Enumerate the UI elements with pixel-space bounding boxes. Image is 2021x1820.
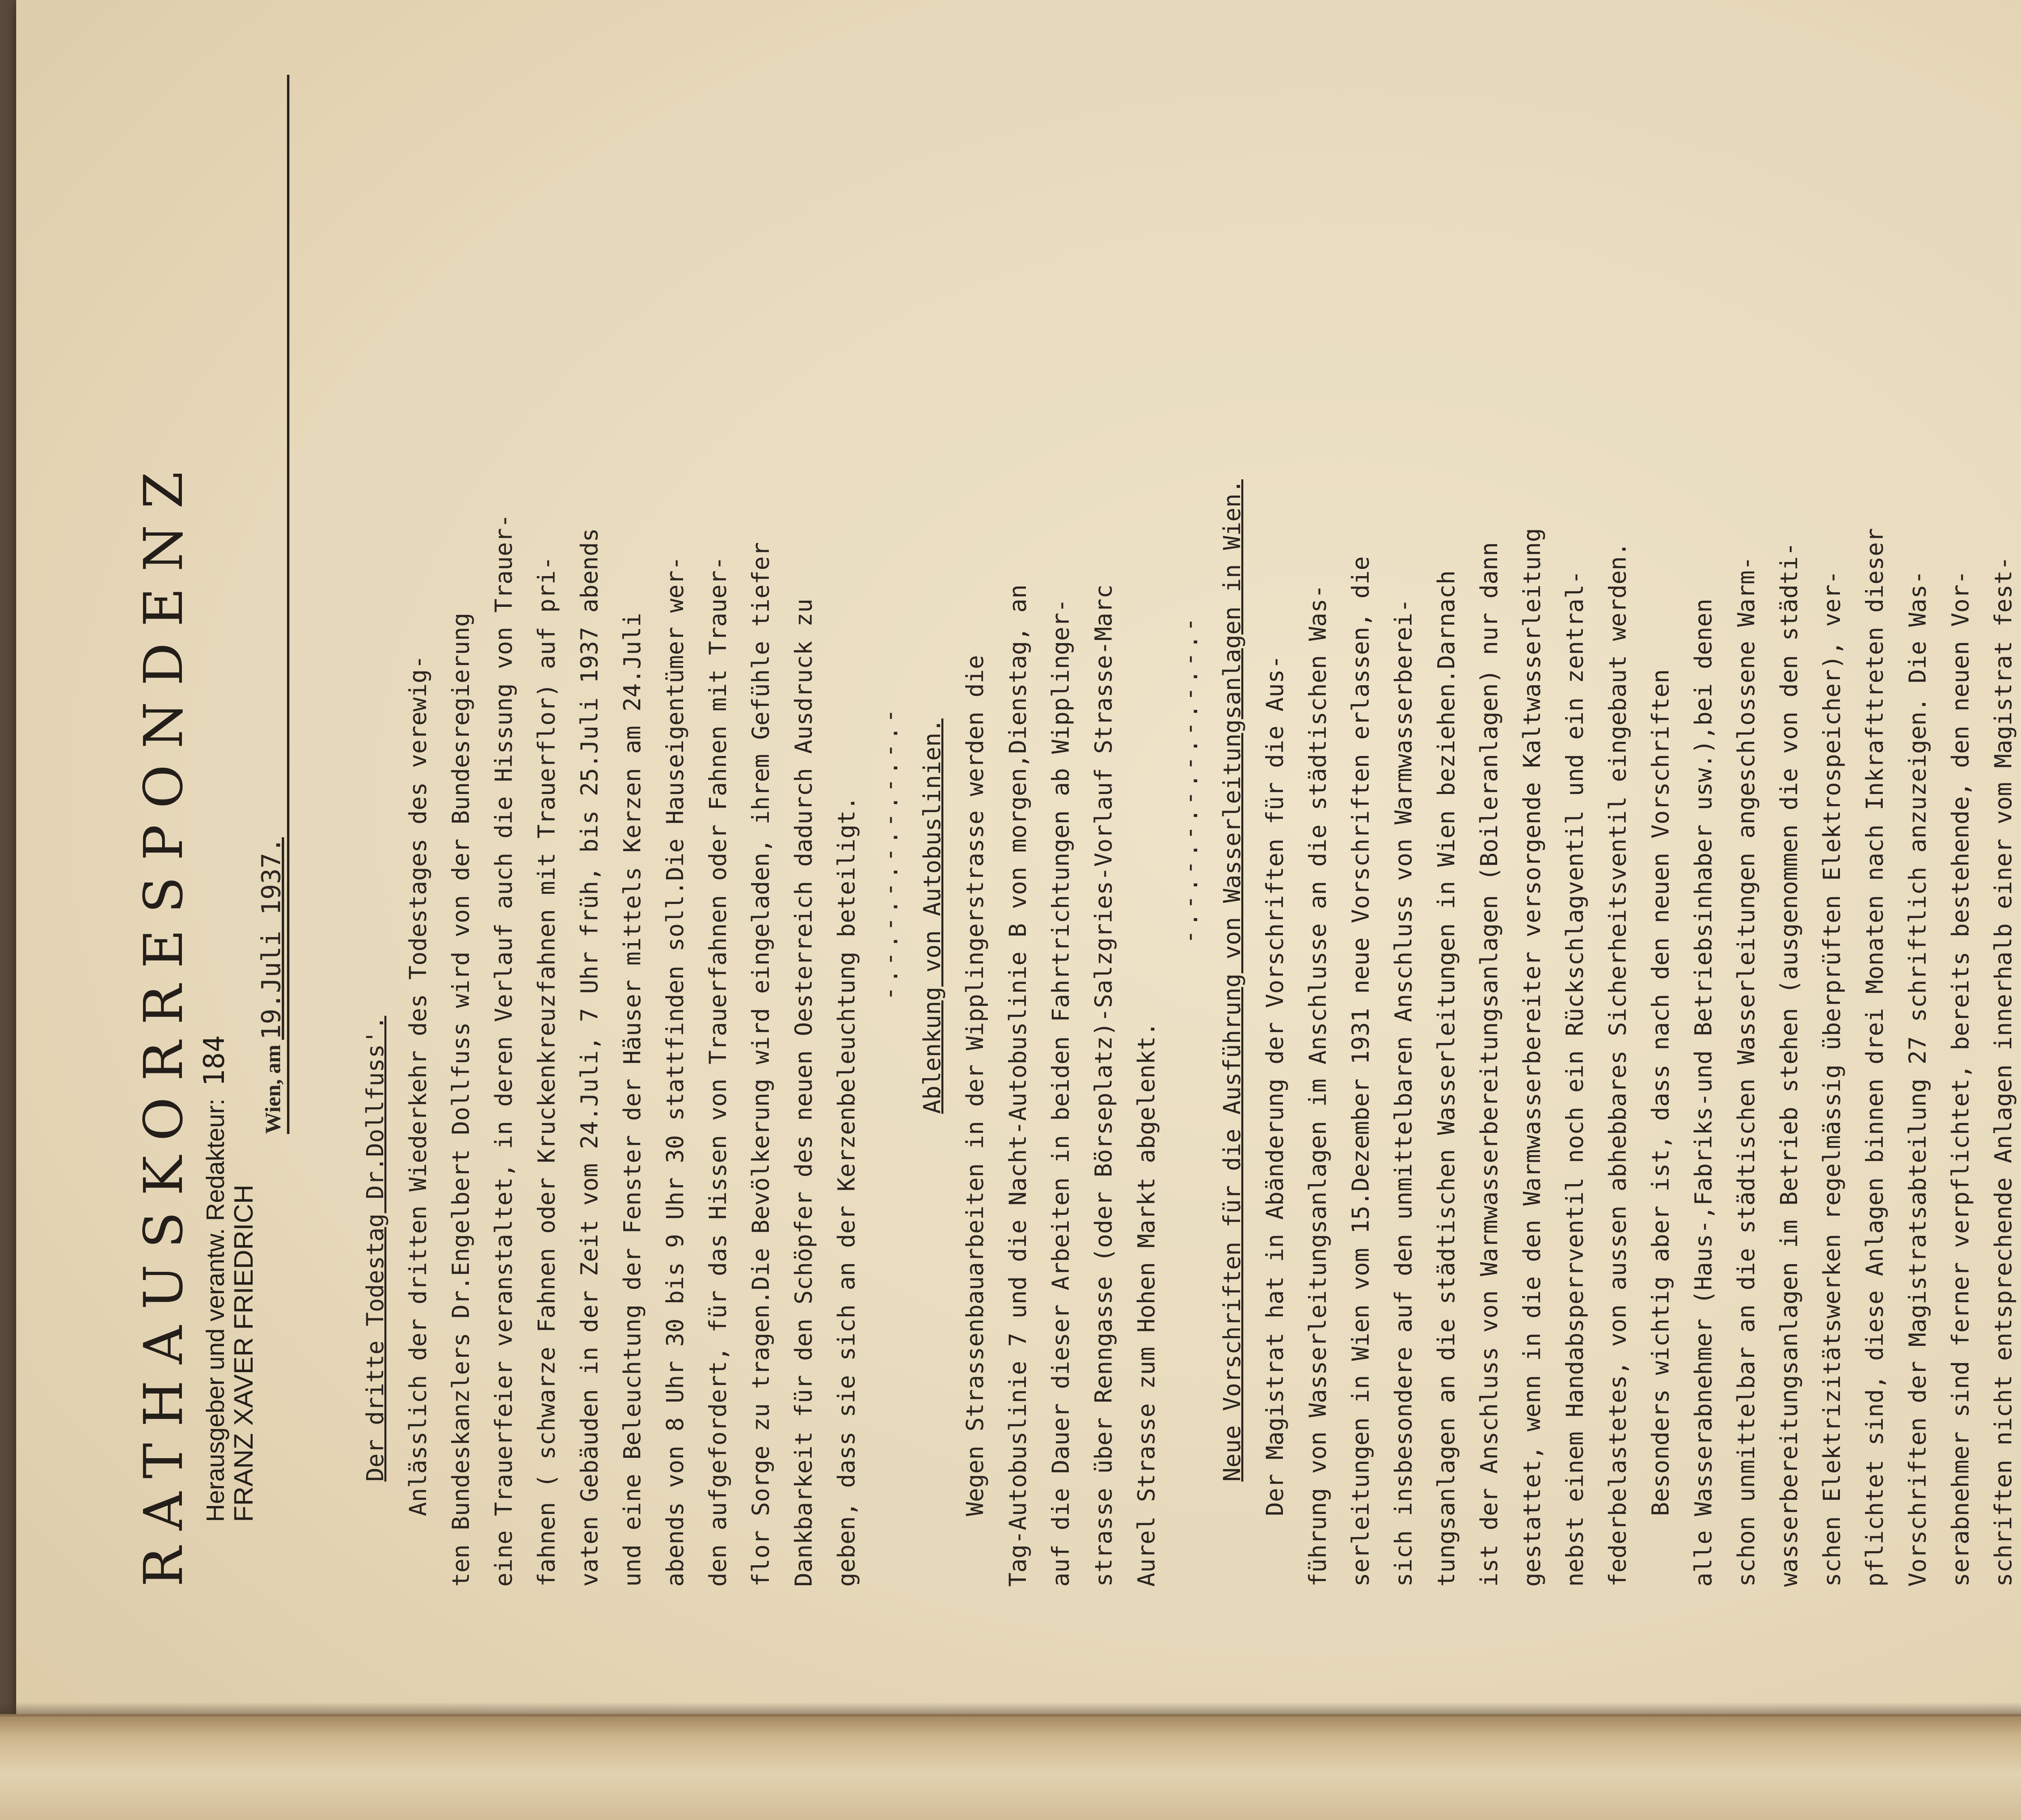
article-line: ist der Anschluss von Warmwasserbereitungsanlagen (Boileranlagen) nur dann bbox=[1475, 542, 1503, 1587]
dateline bbox=[259, 837, 286, 1134]
article-line: flor Sorge zu tragen.Die Bevölkerung wird eingeladen, ihrem Gefühle tiefer bbox=[747, 542, 774, 1587]
article-line: pflichtet sind, diese Anlagen binnen drei Monaten nach Inkrafttreten dieser bbox=[1861, 528, 1888, 1587]
article-heading: Der dritte Todestag Dr.Dollfuss'. bbox=[361, 1016, 389, 1482]
article-line: federbelastetes, von aussen abhebbares Sicherheitsventil eingebaut werden. bbox=[1604, 542, 1631, 1587]
article-line: Aurel Strasse zum Hohen Markt abgelenkt. bbox=[1133, 1022, 1160, 1587]
article-line: ten Bundeskanzlers Dr.Engelbert Dollfuss wird von der Bundesregierung bbox=[447, 612, 475, 1587]
article-line: vaten Gebäuden in der Zeit vom 24.Juli, 7 Uhr früh, bis 25.Juli 1937 abends bbox=[576, 528, 603, 1587]
masthead-title: RATHAUSKORRESPONDENZ bbox=[133, 455, 195, 1587]
article-line: den aufgefordert, für das Hissen von Trauerfahnen oder Fahnen mit Trauer- bbox=[704, 556, 732, 1587]
article-line: nebst einem Handabsperrventil noch ein Rückschlagventil und ein zentral- bbox=[1561, 570, 1589, 1587]
article-line: abends von 8 Uhr 30 bis 9 Uhr 30 stattfinden soll.Die Hauseigentümer wer- bbox=[661, 556, 689, 1587]
article-line: strasse über Renngasse (oder Börseplatz)-Salzgries-Vorlauf Strasse-Marc bbox=[1090, 584, 1117, 1587]
rotated-document-content bbox=[133, 30, 2021, 1587]
article-line: geben, dass sie sich an der Kerzenbeleuchtung beteiligt. bbox=[833, 796, 860, 1587]
masthead bbox=[133, 30, 360, 1587]
article-heading: Neue Vorschriften für die Ausführung von Wasserleitungsanlagen in Wien. bbox=[1218, 479, 1246, 1482]
article-line: Wegen Strassenbauarbeiten in der Wipplingerstrasse werden die bbox=[961, 655, 989, 1587]
article-line: Besonders wichtig aber ist, dass nach den neuen Vorschriften bbox=[1647, 669, 1674, 1587]
article-line: Vorschriften der Magistratsabteilung 27 schriftlich anzuzeigen. Die Was- bbox=[1904, 570, 1931, 1587]
article-line: Tag-Autobuslinie 7 und die Nacht-Autobuslinie B von morgen,Dienstag, an bbox=[1004, 584, 1032, 1587]
publisher-label: Herausgeber und verantw. Redakteur: bbox=[202, 1098, 230, 1522]
article-line: schriften nicht entsprechende Anlagen innerhalb einer vom Magistrat fest- bbox=[1989, 556, 2017, 1587]
document-body bbox=[354, 30, 2021, 1587]
lower-page-curl bbox=[0, 1714, 2021, 1820]
article-line: führung von Wasserleitungsanlagen im Anschlusse an die städtischen Was- bbox=[1304, 584, 1331, 1587]
article-line: sich insbesondere auf den unmittelbaren Anschluss von Warmwasserberei- bbox=[1390, 598, 1417, 1587]
issue-date: 19.Juli 1937. bbox=[257, 837, 287, 1040]
article-line: serabnehmer sind ferner verpflichtet, bereits bestehende, den neuen Vor- bbox=[1947, 570, 1974, 1587]
article-line: gestattet, wenn in die den Warmwasserbereiter versorgende Kaltwasserleitung bbox=[1518, 528, 1546, 1587]
article-line: Dankbarkeit für den Schöpfer des neuen Oesterreich dadurch Ausdruck zu bbox=[790, 598, 817, 1587]
article-line: auf die Dauer dieser Arbeiten in beiden Fahrtrichtungen ab Wipplinger- bbox=[1047, 598, 1074, 1587]
article-separator: -.-.-.-.-.-.-.-.-.- bbox=[1175, 614, 1203, 944]
article-line: serleitungen in Wien vom 15.Dezember 1931 neue Vorschriften erlassen, die bbox=[1347, 556, 1374, 1587]
article-line: Anlässlich der dritten Wiederkehr des Todestages des verewig- bbox=[404, 655, 432, 1587]
article-line: Der Magistrat hat in Abänderung der Vorschriften für die Aus- bbox=[1261, 655, 1289, 1587]
article-separator: -.-.-.-.-.-.-.-.- bbox=[875, 705, 903, 1001]
editor-name: FRANZ XAVER FRIEDRICH bbox=[228, 1184, 258, 1522]
article-line: tungsanlagen an die städtischen Wasserleitungen in Wien beziehen.Darnach bbox=[1432, 570, 1460, 1587]
article-line: fahnen ( schwarze Fahnen oder Kruckenkreuzfahnen mit Trauerflor) auf pri- bbox=[533, 556, 560, 1587]
article-line: schon unmittelbar an die städtischen Wasserleitungen angeschlossene Warm- bbox=[1732, 556, 1760, 1587]
article-line: wasserbereitungsanlagen im Betrieb stehen (ausgenommen die von den städti- bbox=[1775, 542, 1803, 1587]
masthead-rule bbox=[287, 75, 289, 1134]
article-line: schen Elektrizitätswerken regelmässig überprüften Elektrospeicher), ver- bbox=[1818, 570, 1846, 1587]
issue-number: 184 bbox=[198, 1035, 231, 1087]
date-prefix: Wien, am bbox=[261, 1044, 285, 1134]
article-line: eine Trauerfeier veranstaltet, in deren Verlauf auch die Hissung von Trauer- bbox=[490, 514, 517, 1587]
publisher-line bbox=[200, 1035, 230, 1522]
article-heading: Ablenkung von Autobuslinien. bbox=[918, 718, 946, 1114]
article-line: alle Wasserabnehmer (Haus-,Fabriks-und Betriebsinhaber usw.),bei denen bbox=[1690, 598, 1717, 1587]
article-line: und eine Beleuchtung der Fenster der Häuser mittels Kerzen am 24.Juli bbox=[618, 612, 646, 1587]
